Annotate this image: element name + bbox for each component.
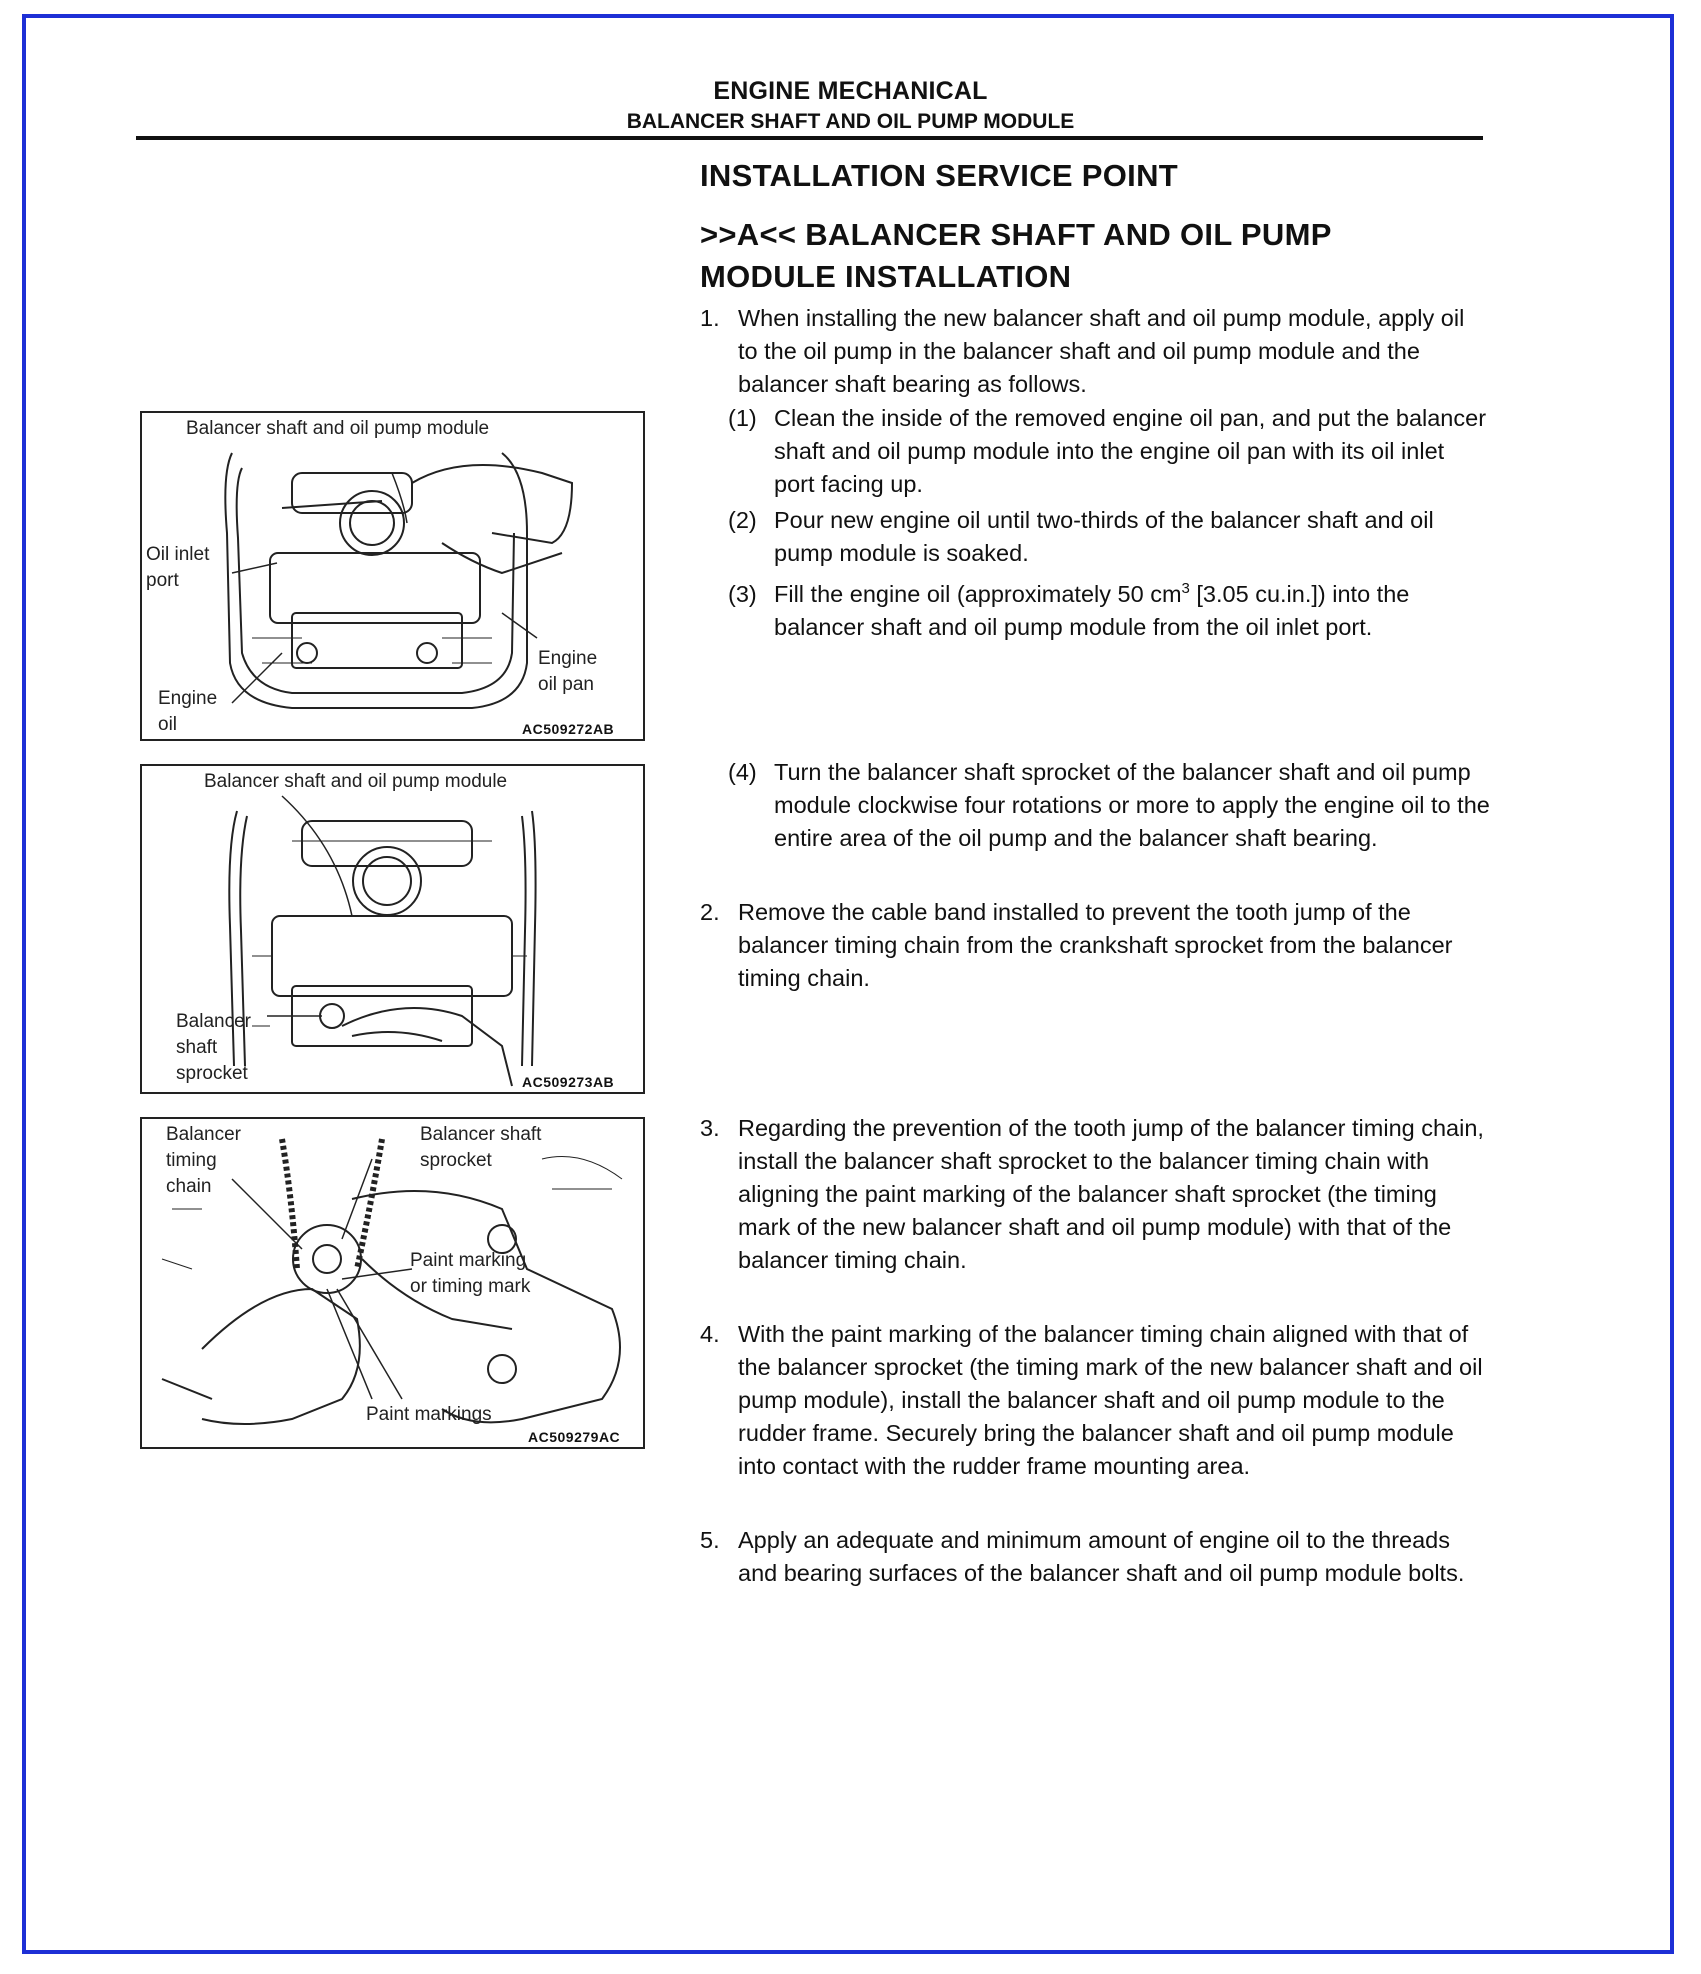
- step-number: 2.: [700, 899, 720, 925]
- label-sprocket: sprocket: [176, 1063, 248, 1084]
- label-shaft: shaft: [176, 1037, 218, 1058]
- substep-text: Pour new engine oil until two-thirds of the balancer shaft and oil pump module is soaked.: [774, 507, 1434, 566]
- figure-sprocket-rotation: [140, 764, 645, 1094]
- label-oil-pan: oil pan: [538, 674, 594, 695]
- substep-text: Clean the inside of the removed engine oil pan, and put the balancer shaft and oil pump module into the engine oil pan with its oil inlet port facing up.: [774, 405, 1487, 497]
- figure-code: AC509272AB: [522, 721, 615, 737]
- substep-text: Turn the balancer shaft sprocket of the balancer shaft and oil pump module clockwise four rotations or more to apply the engine oil to the entire area of the oil pump and the balancer shaft bearing.: [774, 759, 1490, 851]
- label-timing-mark: or timing mark: [410, 1276, 531, 1297]
- header-title: ENGINE MECHANICAL: [713, 77, 988, 105]
- step-number: 1.: [700, 305, 720, 331]
- timing-chain-illustration: [142, 1119, 645, 1449]
- label-balancer-shaft: Balancer shaft: [420, 1124, 542, 1145]
- label-paint-markings: Paint markings: [366, 1404, 492, 1425]
- label-module: Balancer shaft and oil pump module: [186, 418, 490, 439]
- step-number: 3.: [700, 1115, 720, 1141]
- substep-number: (3): [728, 581, 757, 607]
- step-text: When installing the new balancer shaft and oil pump module, apply oil to the oil pump in the balancer shaft and oil pump module and the balancer shaft bearing as follows.: [738, 305, 1465, 397]
- figure-code: AC509273AB: [522, 1074, 615, 1090]
- header-rule: [136, 136, 1483, 140]
- label-paint-marking: Paint marking: [410, 1250, 527, 1271]
- label-module: Balancer shaft and oil pump module: [204, 771, 508, 792]
- step-number: 5.: [700, 1527, 720, 1553]
- substep-number: (1): [728, 405, 757, 431]
- substep-number: (4): [728, 759, 757, 785]
- header-subtitle: BALANCER SHAFT AND OIL PUMP MODULE: [626, 110, 1075, 133]
- label-balancer: Balancer: [176, 1011, 251, 1032]
- label-chain: chain: [166, 1176, 212, 1197]
- label-sprocket: sprocket: [420, 1150, 492, 1171]
- step-text: Regarding the prevention of the tooth jump of the balancer timing chain, install the balancer shaft sprocket to the balancer timing chain with aligning the paint marking of the balancer shaft sprocket (the timing mark of the new balancer shaft and oil pump module) with that of the balancer timing chain.: [738, 1115, 1484, 1273]
- substep-text: Fill the engine oil (approximately 50 $cm^3$ [3.05 cu.in.]) into the balancer shaft and oil pump module from the oil inlet port.: [774, 580, 1410, 640]
- section-subheading: >>A<< BALANCER SHAFT AND OIL PUMP MODULE INSTALLATION: [700, 217, 1332, 294]
- label-oil: oil: [158, 714, 178, 735]
- step-number: 4.: [700, 1321, 720, 1347]
- label-chain-timing: timing: [166, 1150, 217, 1171]
- label-port: port: [146, 570, 179, 591]
- label-chain-balancer: Balancer: [166, 1124, 241, 1145]
- figure-code: AC509279AC: [528, 1429, 621, 1445]
- sprocket-illustration: [142, 766, 645, 1094]
- label-engine-pan: Engine: [538, 648, 598, 669]
- figure-timing-chain: [140, 1117, 645, 1449]
- section-heading: INSTALLATION SERVICE POINT: [700, 158, 1178, 193]
- step-text: Apply an adequate and minimum amount of engine oil to the threads and bearing surfaces of the balancer shaft and oil pump module bolts.: [738, 1527, 1465, 1586]
- step-text: With the paint marking of the balancer timing chain aligned with that of the balancer sprocket (the timing mark of the new balancer shaft and oil pump module), install the balancer shaft and oil pump module to the rudder frame. Securely bring the balancer shaft and oil pump module into contact with the rudder frame mounting area.: [738, 1321, 1483, 1479]
- substep-number: (2): [728, 507, 757, 533]
- figure-oil-pan: [140, 411, 645, 741]
- label-engine-oil: Engine: [158, 688, 218, 709]
- label-oil-inlet: Oil inlet: [146, 544, 210, 565]
- step-text: Remove the cable band installed to prevent the tooth jump of the balancer timing chain from the crankshaft sprocket from the balancer timing chain.: [738, 899, 1453, 991]
